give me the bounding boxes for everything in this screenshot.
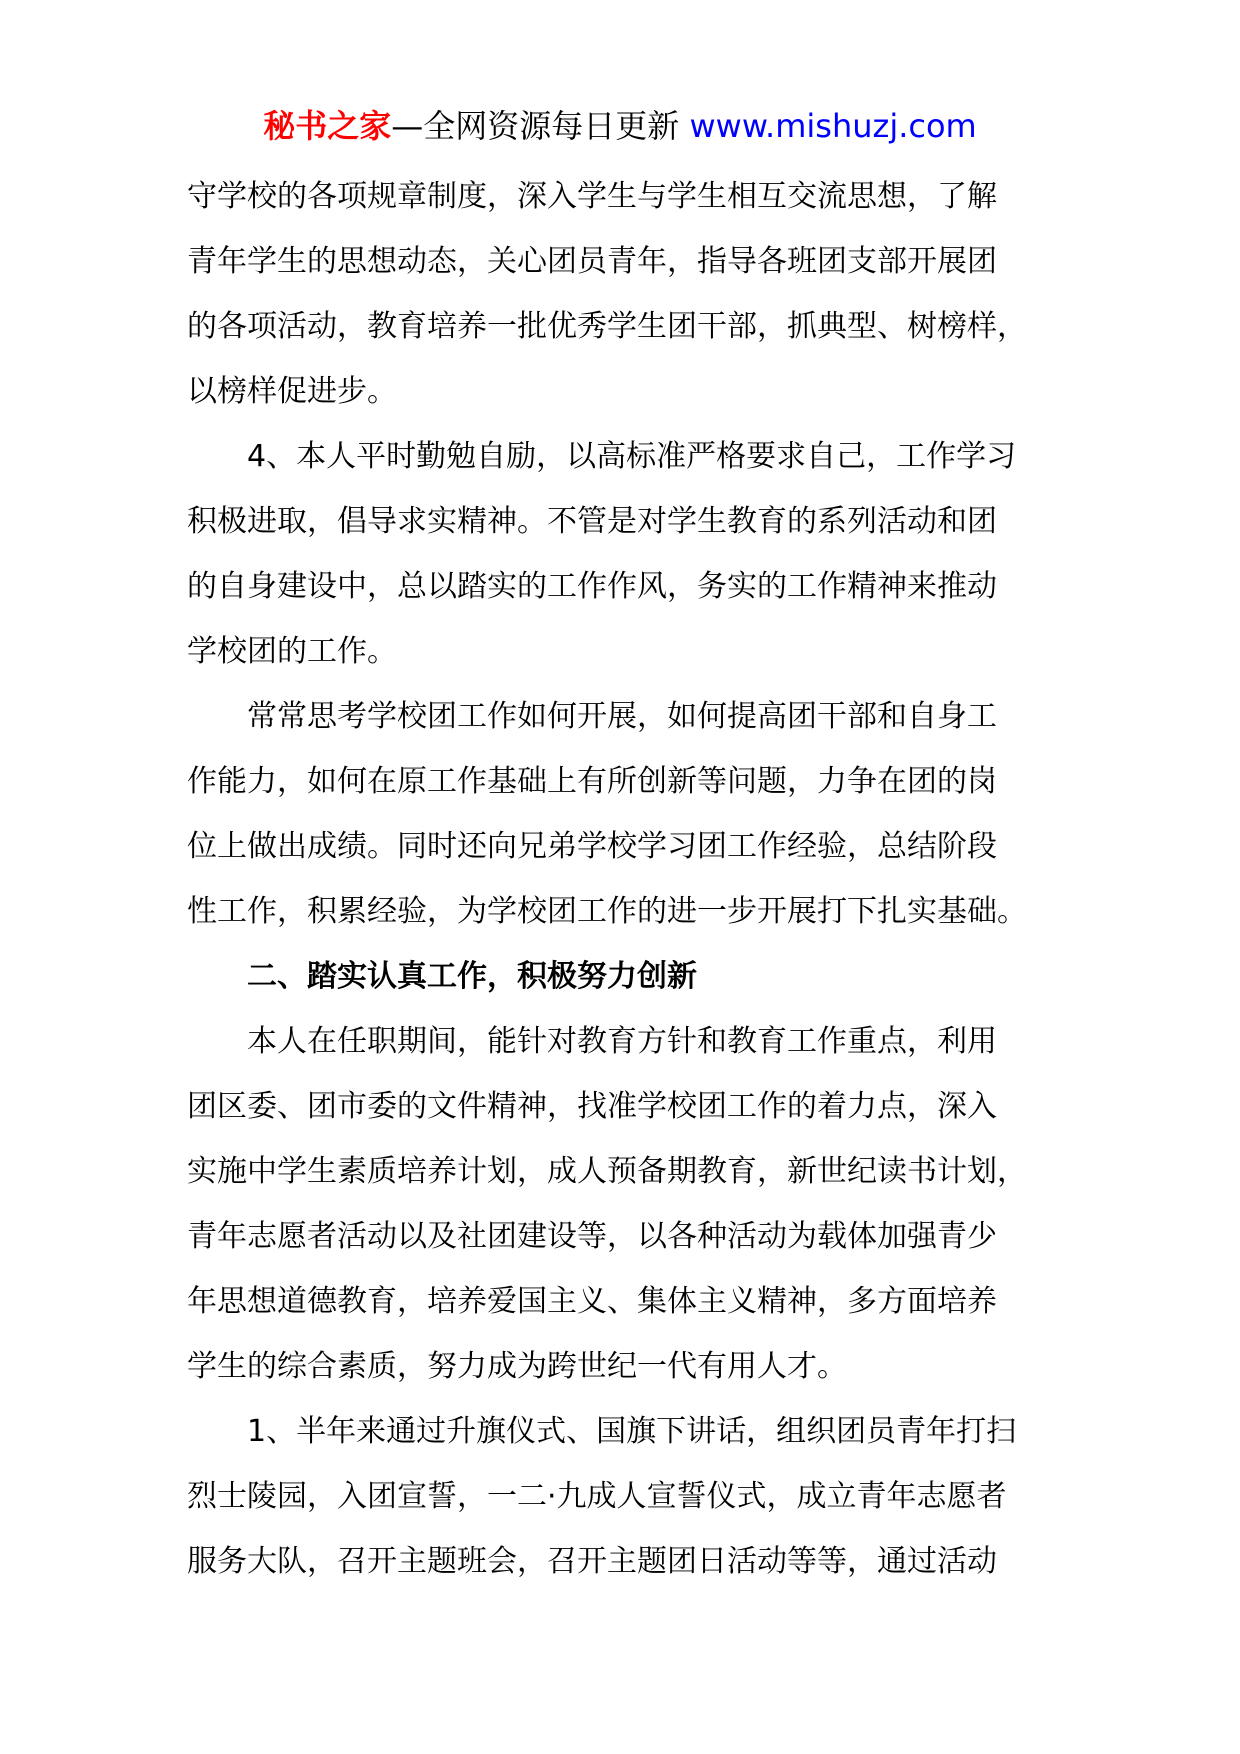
website-url[interactable]: www.mishuzj.com [689, 107, 977, 145]
text-line: 青年学生的思想动态，关心团员青年，指导各班团支部开展团 [187, 244, 997, 279]
text-line: 守学校的各项规章制度，深入学生与学生相互交流思想，了解 [187, 179, 997, 214]
text-line: 学校团的工作。 [187, 634, 397, 669]
text-line: 积极进取，倡导求实精神。不管是对学生教育的系列活动和团 [187, 504, 997, 539]
section-heading: 二、踏实认真工作，积极努力创新 [247, 959, 697, 994]
page-header [0, 100, 1240, 152]
text-line: 服务大队，召开主题班会，召开主题团日活动等等，通过活动 [187, 1544, 997, 1579]
text-line: 位上做出成绩。同时还向兄弟学校学习团工作经验，总结阶段 [187, 829, 997, 864]
text-line: 青年志愿者活动以及社团建设等，以各种活动为载体加强青少 [187, 1219, 997, 1254]
document-body [187, 164, 1087, 1594]
paragraph-start-line: 1、半年来通过升旗仪式、国旗下讲话，组织团员青年打扫 [247, 1414, 1017, 1449]
text-line: 团区委、团市委的文件精神，找准学校团工作的着力点，深入 [187, 1089, 997, 1124]
text-line: 的各项活动，教育培养一批优秀学生团干部，抓典型、树榜样， [187, 309, 1027, 344]
text-line: 性工作，积累经验，为学校团工作的进一步开展打下扎实基础。 [187, 894, 1027, 929]
text-line: 的自身建设中，总以踏实的工作作风，务实的工作精神来推动 [187, 569, 997, 604]
paragraph-start-line: 本人在任职期间，能针对教育方针和教育工作重点，利用 [247, 1024, 997, 1059]
text-line: 以榜样促进步。 [187, 374, 397, 409]
text-line: 烈士陵园，入团宣誓，一二·九成人宣誓仪式，成立青年志愿者 [187, 1479, 1007, 1514]
text-line: 年思想道德教育，培养爱国主义、集体主义精神，多方面培养 [187, 1284, 997, 1319]
text-line: 实施中学生素质培养计划，成人预备期教育，新世纪读书计划， [187, 1154, 1027, 1189]
paragraph-start-line: 常常思考学校团工作如何开展，如何提高团干部和自身工 [247, 699, 997, 734]
text-line: 学生的综合素质，努力成为跨世纪一代有用人才。 [187, 1349, 847, 1384]
text-line: 作能力，如何在原工作基础上有所创新等问题，力争在团的岗 [187, 764, 997, 799]
header-slogan: —全网资源每日更新 [391, 107, 690, 145]
brand-name: 秘书之家 [263, 107, 392, 145]
paragraph-start-line: 4、本人平时勤勉自励，以高标准严格要求自己，工作学习 [247, 439, 1017, 474]
